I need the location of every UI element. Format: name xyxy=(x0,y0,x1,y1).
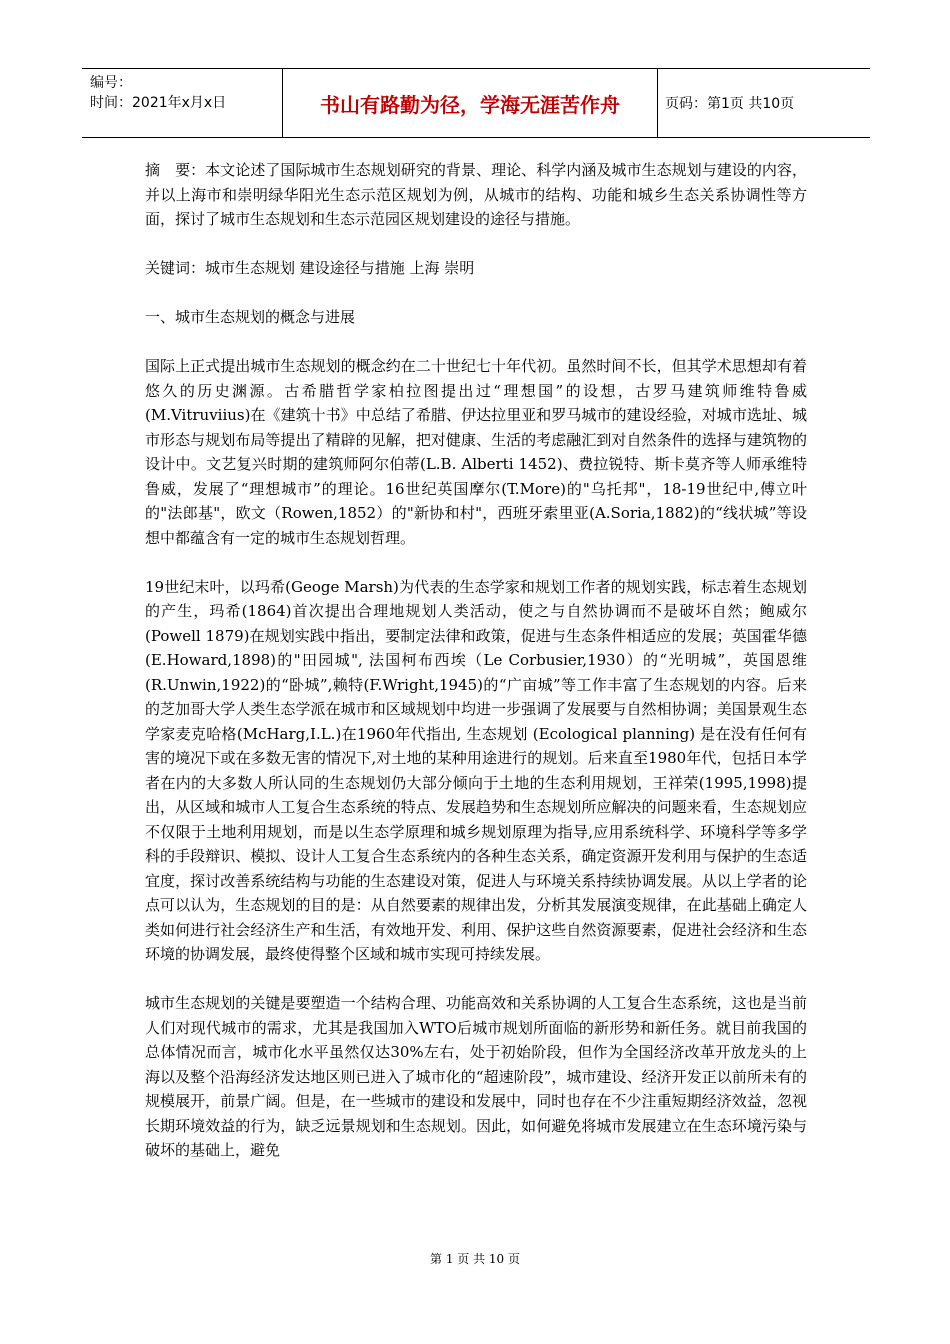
section-heading: 一、城市生态规划的概念与进展 xyxy=(145,308,356,326)
abstract-paragraph: 摘 要：本文论述了国际城市生态规划研究的背景、理论、科学内涵及城市生态规划与建设的内容，并以上海市和崇明绿华阳光生态示范区规划为例，从城市的结构、功能和城乡生态关系协调性等方面，探讨了城市生态规划和生态示范园区规划建设的途径与措施。 xyxy=(145,161,807,228)
header-table xyxy=(82,68,870,138)
header-meta-cell xyxy=(82,69,283,137)
header-page-number: 页码：第1页 共10页 xyxy=(665,96,795,112)
document-body xyxy=(145,158,807,1163)
header-motto: 书山有路勤为径，学海无涯苦作舟 xyxy=(283,69,658,137)
body-paragraph-1: 国际上正式提出城市生态规划的概念约在二十世纪七十年代初。虽然时间不长，但其学术思想却有着悠久的历史渊源。古希腊哲学家柏拉图提出过“理想国”的设想，古罗马建筑师维特鲁威 (M.Vitruviius)在《建筑十书》中总结了希腊、伊达拉里亚和罗马城市的建设经验，对城市选址、城市形态与规划布局等提出了精辟的见解，把对健康、生活的考虑融汇到对自然条件的选择与建筑物的设计中。文艺复兴时期的建筑师阿尔伯蒂(L.B. Alberti 1452)、费拉锐特、斯卡莫齐等人师承维特鲁威，发展了“理想城市”的理论。16世纪英国摩尔(T.More)的"乌托邦"，18-19世纪中,傅立叶的"法郎基"，欧文（Rowen,1852）的"新协和村"，西班牙索里亚(A.Soria,1882)的“线状城”等设想中都蕴含有一定的城市生态规划哲理。 xyxy=(145,357,807,547)
keywords-paragraph: 关键词：城市生态规划 建设途径与措施 上海 崇明 xyxy=(145,259,475,277)
page-footer: 第 1 页 共 10 页 xyxy=(430,1252,520,1266)
doc-time-label: 时间：2021年x月x日 xyxy=(90,95,227,111)
body-paragraph-3: 城市生态规划的关键是要塑造一个结构合理、功能高效和关系协调的人工复合生态系统，这也是当前人们对现代城市的需求，尤其是我国加入WTO后城市规划所面临的新形势和新任务。就目前我国的总体情况而言，城市化水平虽然仅达30%左右，处于初始阶段，但作为全国经济改革开放龙头的上海以及整个沿海经济发达地区则已进入了城市化的“超速阶段”，城市建设、经济开发正以前所未有的规模展开，前景广阔。但是，在一些城市的建设和发展中，同时也存在不少注重短期经济效益，忽视长期环境效益的行为，缺乏远景规划和生态规划。因此，如何避免将城市发展建立在生态环境污染与破坏的基础上，避免 xyxy=(145,994,807,1159)
doc-code-label: 编号： xyxy=(90,75,132,91)
body-paragraph-2: 19世纪末叶，以玛希(Geoge Marsh)为代表的生态学家和规划工作者的规划实践，标志着生态规划的产生，玛希(1864)首次提出合理地规划人类活动，使之与自然协调而不是破坏自然；鲍威尔(Powell 1879)在规划实践中指出，要制定法律和政策，促进与生态条件相适应的发展；英国霍华德(E.Howard,1898)的"田园城", 法国柯布西埃（Le Corbusier,1930）的“光明城”，英国恩维(R.Unwin,1922)的“卧城”,赖特(F.Wright,1945)的“广亩城”等工作丰富了生态规划的内容。后来的芝加哥大学人类生态学派在城市和区域规划中均进一步强调了发展要与自然相协调；美国景观生态学家麦克哈格(McHarg,I.L.)在1960年代指出, 生态规划 (Ecological planning) 是在没有任何有害的境况下或在多数无害的情况下,对土地的某种用途进行的规划。后来直至1980年代，包括日本学者在内的大多数人所认同的生态规划仍大部分倾向于土地的生态利用规划，王祥荣(1995,1998)提出，从区域和城市人工复合生态系统的特点、发展趋势和生态规划所应解决的问题来看，生态规划应不仅限于土地利用规划，而是以生态学原理和城乡规划原理为指导,应用系统科学、环境科学等多学科的手段辩识、模拟、设计人工复合生态系统内的各种生态关系，确定资源开发利用与保护的生态适宜度，探讨改善系统结构与功能的生态建设对策，促进人与环境关系持续协调发展。从以上学者的论点可以认为，生态规划的目的是：从自然要素的规律出发，分析其发展演变规律，在此基础上确定人类如何进行社会经济生产和生活，有效地开发、利用、保护这些自然资源要素，促进社会经济和生态环境的协调发展，最终使得整个区域和城市实现可持续发展。 xyxy=(145,577,807,963)
